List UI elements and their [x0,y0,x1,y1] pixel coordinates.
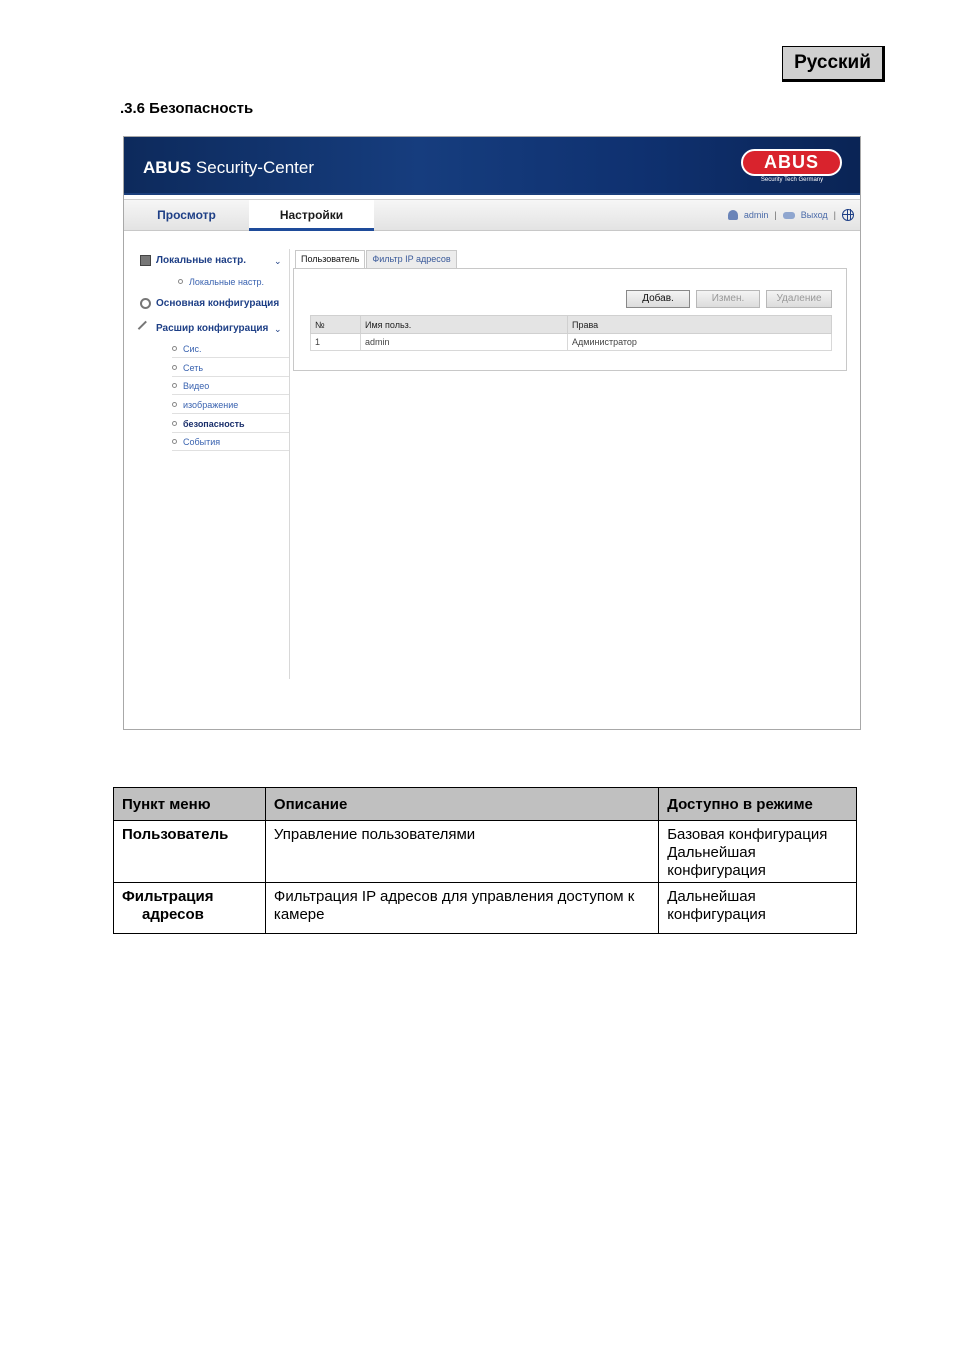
bullet-icon [172,346,177,351]
separator: | [833,210,836,220]
column-header: Пункт меню [114,788,266,821]
table-cell: 1 [311,334,361,351]
sidebar-item-advanced-config[interactable]: Расшир конфигурация [140,323,268,334]
language-label: Русский [782,46,885,82]
separator: | [774,210,777,220]
chevron-down-icon[interactable]: ⌄ [274,324,282,334]
gear-icon [140,298,151,309]
logout-icon [783,212,795,219]
table-row [114,821,857,883]
tab-settings[interactable]: Настройки [249,200,374,231]
mode-cell: Дальнейшая конфигурация [659,883,857,934]
table-row[interactable] [311,334,832,351]
tab-user[interactable]: Пользователь [295,250,365,268]
sidebar-subitem-security[interactable]: безопасность [172,415,289,433]
user-panel [293,268,847,371]
logo-tagline: Security Tech Germany [760,177,824,183]
user-table [310,315,832,351]
app-banner [124,137,860,195]
bullet-icon [172,439,177,444]
table-row [114,883,857,934]
table-cell: admin [361,334,568,351]
delete-button[interactable]: Удаление [766,290,832,308]
tab-ip-filter[interactable]: Фильтр IP адресов [366,250,456,268]
column-header: № [311,316,361,334]
sidebar-subitem-local-settings[interactable]: Локальные настр. [178,273,295,291]
column-header: Доступно в режиме [659,788,857,821]
description-table [113,787,857,934]
menu-item-cell: Фильтрация адресов [114,883,266,934]
column-header: Права [568,316,832,334]
sidebar-subitem-image[interactable]: изображение [172,396,289,414]
username-link[interactable]: admin [743,210,769,220]
bullet-icon [172,365,177,370]
chevron-down-icon[interactable]: ⌄ [274,256,282,266]
tab-live-view[interactable]: Просмотр [157,208,216,222]
table-header-row [311,316,832,334]
sidebar-subitem-video[interactable]: Видео [172,377,289,395]
globe-icon[interactable] [842,209,854,221]
sidebar-subitem-events[interactable]: События [172,433,289,451]
sidebar-subitem-system[interactable]: Сис. [172,340,289,358]
user-icon [728,210,738,220]
banner-title: ABUS Security-Center [143,158,314,177]
bullet-icon [178,279,183,284]
column-header: Имя польз. [361,316,568,334]
sidebar [134,249,290,679]
bullet-icon [172,421,177,426]
computer-icon [140,255,151,266]
description-cell: Управление пользователями [265,821,658,883]
abus-logo: ABUS [741,149,842,176]
menu-item-cell: Пользователь [114,821,266,883]
content-tabs [295,250,458,268]
add-button[interactable]: Добав. [626,290,690,308]
app-screenshot [123,136,861,730]
table-cell: Администратор [568,334,832,351]
table-header-row [114,788,857,821]
description-cell: Фильтрация IP адресов для управления доступом к камере [265,883,658,934]
user-area [728,209,854,221]
bullet-icon [172,383,177,388]
sidebar-item-basic-config[interactable]: Основная конфигурация [140,298,279,309]
mode-cell: Базовая конфигурация Дальнейшая конфигурация [659,821,857,883]
edit-button[interactable]: Измен. [696,290,760,308]
sidebar-subitem-network[interactable]: Сеть [172,359,289,377]
sidebar-item-local-settings[interactable]: Локальные настр. [140,255,246,266]
bullet-icon [172,402,177,407]
top-nav [124,199,860,231]
section-title: .3.6 Безопасность [120,100,254,117]
column-header: Описание [265,788,658,821]
wrench-icon [138,321,154,337]
logout-link[interactable]: Выход [800,210,828,220]
